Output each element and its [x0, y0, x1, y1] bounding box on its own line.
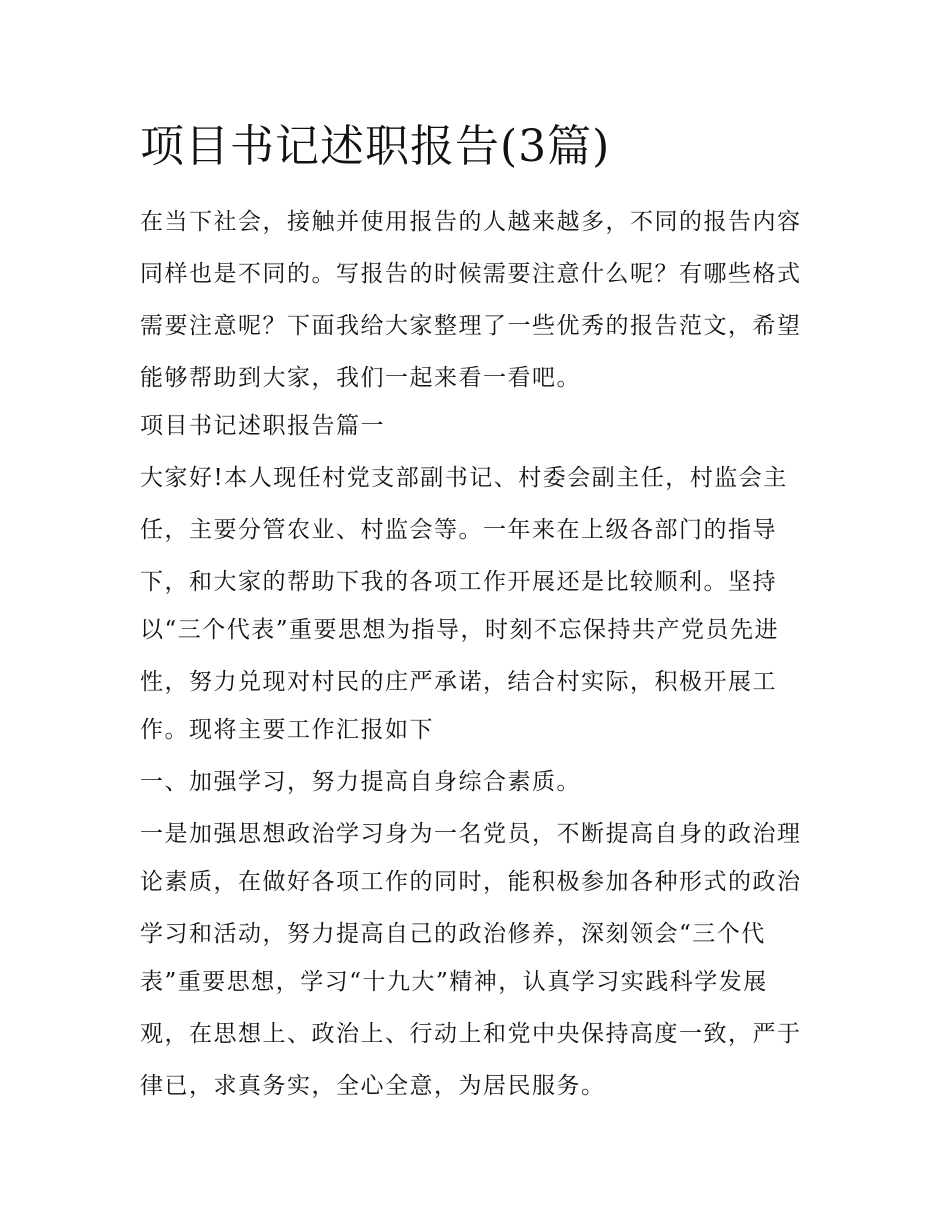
paragraph-line: 律已，求真务实，全心全意，为居民服务。 — [140, 1073, 606, 1099]
document-title: 项目书记述职报告(3篇) — [140, 121, 611, 172]
section-heading: 项目书记述职报告篇一 — [140, 413, 385, 439]
paragraph-line: 同样也是不同的。写报告的时候需要注意什么呢？有哪些格式 — [140, 261, 802, 287]
paragraph-line: 大家好!本人现任村党支部副书记、村委会副主任，村监会主 — [140, 465, 788, 491]
paragraph-line: 以“三个代表”重要思想为指导，时刻不忘保持共产党员先进 — [140, 617, 780, 643]
paragraph-line: 性，努力兑现对村民的庄严承诺，结合村实际，积极开展工 — [140, 669, 777, 695]
paragraph-line: 下，和大家的帮助下我的各项工作开展还是比较顺利。坚持 — [140, 569, 777, 595]
paragraph-line: 在当下社会，接触并使用报告的人越来越多，不同的报告内容 — [140, 209, 802, 235]
paragraph-line: 需要注意呢？下面我给大家整理了一些优秀的报告范文，希望 — [140, 313, 802, 339]
paragraph-line: 学习和活动，努力提高自己的政治修养，深刻领会“三个代 — [140, 921, 766, 947]
paragraph-line: 表”重要思想，学习“十九大”精神，认真学习实践科学发展 — [140, 969, 768, 995]
paragraph-line: 论素质，在做好各项工作的同时，能积极参加各种形式的政治 — [140, 869, 802, 895]
paragraph-line: 观，在思想上、政治上、行动上和党中央保持高度一致，严于 — [140, 1021, 802, 1047]
paragraph-line: 能够帮助到大家，我们一起来看一看吧。 — [140, 365, 581, 391]
subsection-heading: 一、加强学习，努力提高自身综合素质。 — [140, 769, 581, 795]
paragraph-line: 作。现将主要工作汇报如下 — [140, 717, 434, 743]
paragraph-line: 一是加强思想政治学习身为一名党员，不断提高自身的政治理 — [140, 821, 802, 847]
paragraph-line: 任，主要分管农业、村监会等。一年来在上级各部门的指导 — [140, 517, 777, 543]
